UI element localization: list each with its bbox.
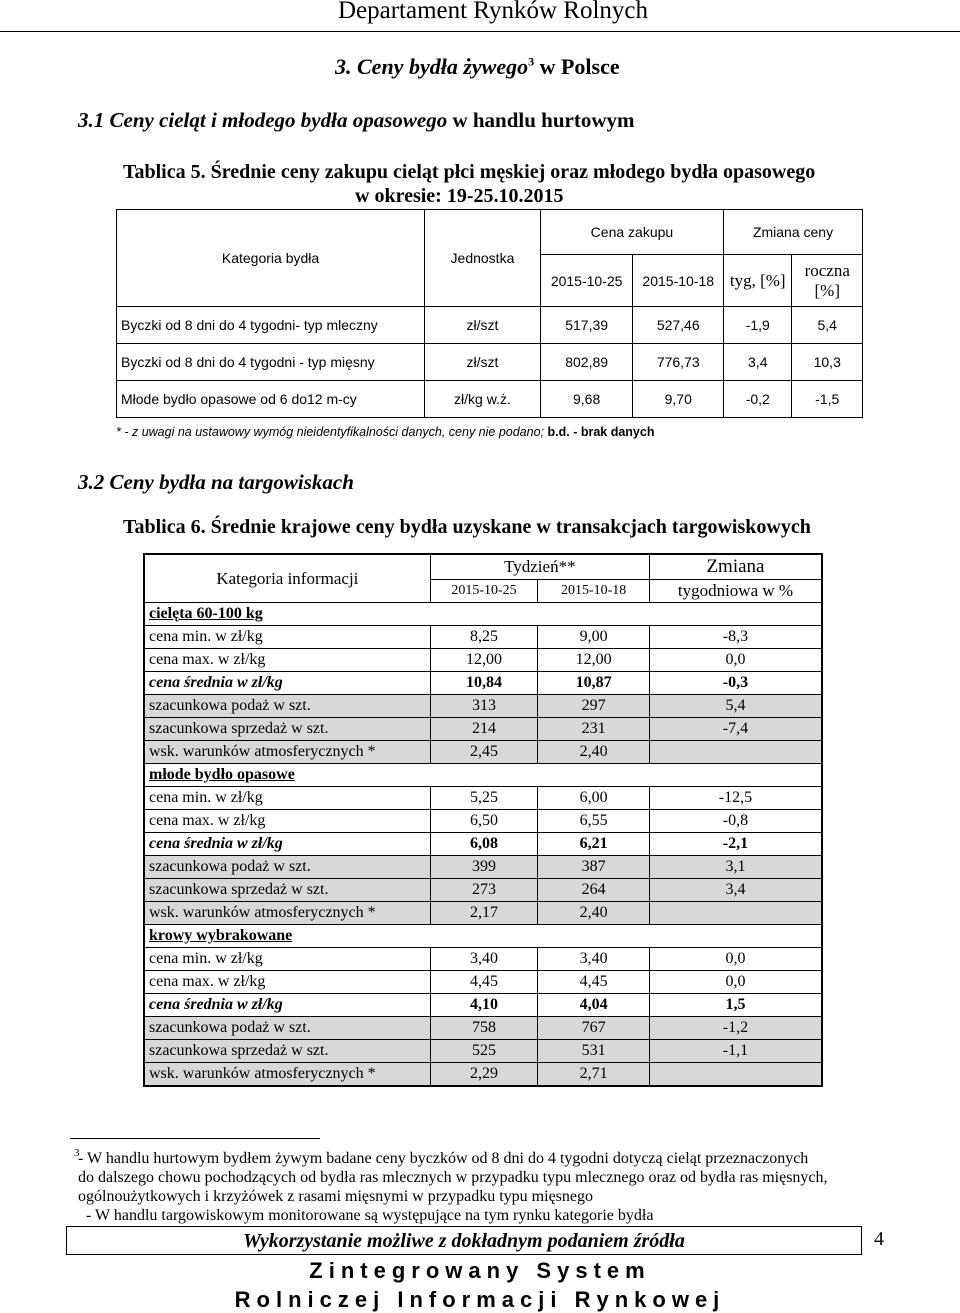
t6-group-row	[144, 925, 822, 948]
t6-cell-v2: 4,45	[538, 971, 650, 994]
t6-cell-name: szacunkowa podaż w szt.	[144, 695, 430, 718]
t5-cell-p1: 517,39	[540, 307, 633, 344]
table5-caption: Tablica 5. Średnie ceny zakupu cieląt płci męskiej oraz młodego bydła opasowego	[123, 161, 816, 183]
t5-header-unit: Jednostka	[425, 210, 541, 307]
department-header	[0, 0, 960, 26]
t6-header-change: Zmiana	[649, 554, 822, 580]
footnote-divider	[70, 1138, 320, 1139]
footnote-line1: - W handlu hurtowym bydłem żywym badane ceny byczków od 8 dni do 4 tygodni dotyczą cieląt przeznaczonych	[78, 1150, 809, 1167]
t6-row	[144, 948, 822, 971]
subsection-2-italic: 3.2 Ceny bydła na targowiskach	[78, 470, 354, 494]
footnote-number: 3	[74, 1147, 80, 1159]
t6-group-row	[144, 603, 822, 626]
t5-cell-unit: zł/kg w.ż.	[425, 381, 541, 418]
t5-note-text: * - z uwagi na ustawowy wymóg nieidentyfikalności danych, ceny nie podano;	[116, 425, 548, 439]
t6-cell-v1: 273	[430, 879, 538, 902]
t6-cell-ch	[649, 741, 822, 764]
t6-cell-ch: -0,3	[649, 672, 822, 695]
t6-header-weekly: tygodniowa w %	[649, 580, 822, 603]
t6-cell-v2: 6,00	[538, 787, 650, 810]
t6-cell-v2: 12,00	[538, 649, 650, 672]
t5-note-bd: b.d. - brak danych	[547, 425, 655, 439]
t5-cell-p2: 776,73	[633, 344, 724, 381]
t6-cell-v1: 2,29	[430, 1063, 538, 1087]
t6-group-title: krowy wybrakowane	[144, 925, 430, 948]
t6-cell-name: szacunkowa sprzedaż w szt.	[144, 718, 430, 741]
t6-cell-name: wsk. warunków atmosferycznych *	[144, 902, 430, 925]
t6-empty-cell	[649, 603, 822, 626]
subsection-1-title	[78, 108, 635, 133]
t6-cell-name: szacunkowa podaż w szt.	[144, 856, 430, 879]
t6-header-category: Kategoria informacji	[144, 554, 430, 603]
footnote-ref: 3	[528, 54, 535, 69]
t6-cell-v1: 6,08	[430, 833, 538, 856]
section-title-rest: w Polsce	[534, 54, 620, 79]
subsection-2-title	[78, 470, 354, 495]
t6-cell-ch: 3,1	[649, 856, 822, 879]
t6-empty-cell	[430, 764, 538, 787]
t6-cell-v2: 2,40	[538, 902, 650, 925]
t6-cell-name: szacunkowa sprzedaż w szt.	[144, 1040, 430, 1063]
t6-header-week: Tydzień**	[430, 554, 649, 580]
t6-cell-v2: 231	[538, 718, 650, 741]
section-title	[335, 54, 620, 80]
t6-cell-ch: 0,0	[649, 971, 822, 994]
t6-cell-v2: 2,40	[538, 741, 650, 764]
subsection-1-rest: w handlu hurtowym	[447, 108, 635, 132]
t6-row	[144, 787, 822, 810]
t6-cell-v1: 10,84	[430, 672, 538, 695]
t5-header-category: Kategoria bydła	[117, 210, 425, 307]
t5-header-change: Zmiana ceny	[724, 210, 863, 255]
table6-caption: Tablica 6. Średnie krajowe ceny bydła uzyskane w transakcjach targowiskowych	[123, 516, 811, 538]
t6-cell-v1: 5,25	[430, 787, 538, 810]
t6-cell-ch: -12,5	[649, 787, 822, 810]
t5-header-weekly: tyg, [%]	[724, 255, 792, 307]
t5-row	[117, 344, 863, 381]
t5-body	[117, 307, 863, 418]
t6-cell-v1: 3,40	[430, 948, 538, 971]
t5-cell-name: Młode bydło opasowe od 6 do12 m-cy	[117, 381, 425, 418]
table6	[143, 553, 823, 1087]
t6-body	[144, 603, 822, 1087]
t6-cell-v1: 525	[430, 1040, 538, 1063]
t6-row	[144, 649, 822, 672]
t6-cell-v1: 2,45	[430, 741, 538, 764]
section-title-italic: 3. Ceny bydła żywego	[335, 54, 529, 79]
t6-cell-ch	[649, 902, 822, 925]
t6-cell-v1: 8,25	[430, 626, 538, 649]
department-name: Departament Rynków Rolnych	[337, 0, 648, 24]
source-credit: Wykorzystanie możliwe z dokładnym podaniem źródła	[66, 1226, 862, 1255]
table5-note	[116, 425, 654, 439]
t5-header-date1: 2015-10-25	[540, 255, 633, 307]
t6-header-date1: 2015-10-25	[430, 580, 538, 603]
t6-row	[144, 810, 822, 833]
t6-row	[144, 718, 822, 741]
t6-cell-v2: 10,87	[538, 672, 650, 695]
t6-cell-name: cena średnia w zł/kg	[144, 833, 430, 856]
t6-empty-cell	[430, 925, 538, 948]
footnote-line3: ogólnoużytkowych i krzyżówek z rasami mięsnymi w przypadku typu mięsnego	[78, 1188, 593, 1205]
t5-cell-name: Byczki od 8 dni do 4 tygodni - typ mięsny	[117, 344, 425, 381]
t6-cell-ch: -7,4	[649, 718, 822, 741]
t5-header-annual: roczna [%]	[792, 255, 863, 307]
t6-row	[144, 672, 822, 695]
t6-row	[144, 833, 822, 856]
t6-cell-name: cena średnia w zł/kg	[144, 994, 430, 1017]
t6-cell-v1: 6,50	[430, 810, 538, 833]
t6-row	[144, 1017, 822, 1040]
t6-row	[144, 1063, 822, 1087]
t6-cell-v1: 214	[430, 718, 538, 741]
t6-row	[144, 879, 822, 902]
t6-cell-v2: 9,00	[538, 626, 650, 649]
footnote-line2: do dalszego chowu pochodzących od bydła ras mlecznych w przypadku typu mlecznego oraz od bydła ras mięsnych,	[78, 1169, 828, 1186]
t6-cell-v2: 387	[538, 856, 650, 879]
t5-row	[117, 381, 863, 418]
subsection-1-italic: 3.1 Ceny cieląt i młodego bydła opasowego	[78, 108, 448, 132]
t5-cell-y: -1,5	[792, 381, 863, 418]
t6-header-date2: 2015-10-18	[538, 580, 650, 603]
t6-cell-v2: 6,21	[538, 833, 650, 856]
t6-cell-v1: 758	[430, 1017, 538, 1040]
t6-row	[144, 856, 822, 879]
t6-cell-v2: 531	[538, 1040, 650, 1063]
t5-cell-p2: 9,70	[633, 381, 724, 418]
t6-cell-v1: 12,00	[430, 649, 538, 672]
header-divider	[0, 31, 960, 32]
t5-cell-unit: zł/szt	[425, 344, 541, 381]
t6-group-title: młode bydło opasowe	[144, 764, 430, 787]
t5-cell-w: -1,9	[724, 307, 792, 344]
t6-cell-name: wsk. warunków atmosferycznych *	[144, 741, 430, 764]
t6-empty-cell	[649, 764, 822, 787]
t6-cell-v1: 4,10	[430, 994, 538, 1017]
t6-cell-v2: 4,04	[538, 994, 650, 1017]
t5-row	[117, 307, 863, 344]
t6-cell-name: cena min. w zł/kg	[144, 626, 430, 649]
t6-empty-cell	[538, 764, 650, 787]
t6-cell-v2: 3,40	[538, 948, 650, 971]
t6-group-row	[144, 764, 822, 787]
t5-cell-p1: 9,68	[540, 381, 633, 418]
t6-cell-v1: 399	[430, 856, 538, 879]
t6-cell-name: szacunkowa podaż w szt.	[144, 1017, 430, 1040]
t6-empty-cell	[649, 925, 822, 948]
t6-cell-v1: 313	[430, 695, 538, 718]
t5-cell-w: -0,2	[724, 381, 792, 418]
t6-cell-v2: 767	[538, 1017, 650, 1040]
t6-row	[144, 994, 822, 1017]
t6-cell-name: szacunkowa sprzedaż w szt.	[144, 879, 430, 902]
t5-cell-unit: zł/szt	[425, 307, 541, 344]
t6-cell-ch: 0,0	[649, 948, 822, 971]
system-name-line1: Zintegrowany System	[309, 1258, 651, 1283]
t6-cell-ch: -0,8	[649, 810, 822, 833]
t6-cell-ch: -1,2	[649, 1017, 822, 1040]
t5-cell-name: Byczki od 8 dni do 4 tygodni- typ mleczny	[117, 307, 425, 344]
table5-caption-period: w okresie: 19-25.10.2015	[355, 185, 564, 207]
t6-row	[144, 902, 822, 925]
page-number: 4	[874, 1228, 884, 1250]
t5-header-price: Cena zakupu	[540, 210, 723, 255]
t6-cell-name: cena średnia w zł/kg	[144, 672, 430, 695]
t6-cell-v2: 6,55	[538, 810, 650, 833]
t6-cell-v2: 2,71	[538, 1063, 650, 1087]
t6-row	[144, 741, 822, 764]
t6-row	[144, 626, 822, 649]
t6-row	[144, 695, 822, 718]
t6-cell-v2: 297	[538, 695, 650, 718]
t6-cell-name: cena max. w zł/kg	[144, 971, 430, 994]
t6-cell-ch: 0,0	[649, 649, 822, 672]
t6-cell-v2: 264	[538, 879, 650, 902]
footnote-line4: - W handlu targowiskowym monitorowane są występujące na tym rynku kategorie bydła	[78, 1207, 654, 1224]
t6-cell-name: wsk. warunków atmosferycznych *	[144, 1063, 430, 1087]
t6-cell-ch: 1,5	[649, 994, 822, 1017]
t6-cell-v1: 4,45	[430, 971, 538, 994]
t6-cell-ch: -2,1	[649, 833, 822, 856]
t5-cell-y: 10,3	[792, 344, 863, 381]
t6-cell-v1: 2,17	[430, 902, 538, 925]
t6-cell-ch: -1,1	[649, 1040, 822, 1063]
table5	[116, 209, 863, 418]
t6-group-title: cielęta 60-100 kg	[144, 603, 430, 626]
t5-cell-y: 5,4	[792, 307, 863, 344]
t6-cell-name: cena max. w zł/kg	[144, 649, 430, 672]
t6-row	[144, 1040, 822, 1063]
t6-cell-ch: -8,3	[649, 626, 822, 649]
t5-cell-p2: 527,46	[633, 307, 724, 344]
t6-empty-cell	[430, 603, 538, 626]
t6-empty-cell	[538, 603, 650, 626]
t6-empty-cell	[538, 925, 650, 948]
system-name-line2: Rolniczej Informacji Rynkowej	[234, 1287, 726, 1312]
t6-cell-ch: 3,4	[649, 879, 822, 902]
t6-cell-ch	[649, 1063, 822, 1087]
t6-cell-name: cena min. w zł/kg	[144, 948, 430, 971]
t5-cell-p1: 802,89	[540, 344, 633, 381]
t6-cell-name: cena min. w zł/kg	[144, 787, 430, 810]
t5-cell-w: 3,4	[724, 344, 792, 381]
t6-cell-ch: 5,4	[649, 695, 822, 718]
t6-cell-name: cena max. w zł/kg	[144, 810, 430, 833]
t5-header-date2: 2015-10-18	[633, 255, 724, 307]
t6-row	[144, 971, 822, 994]
